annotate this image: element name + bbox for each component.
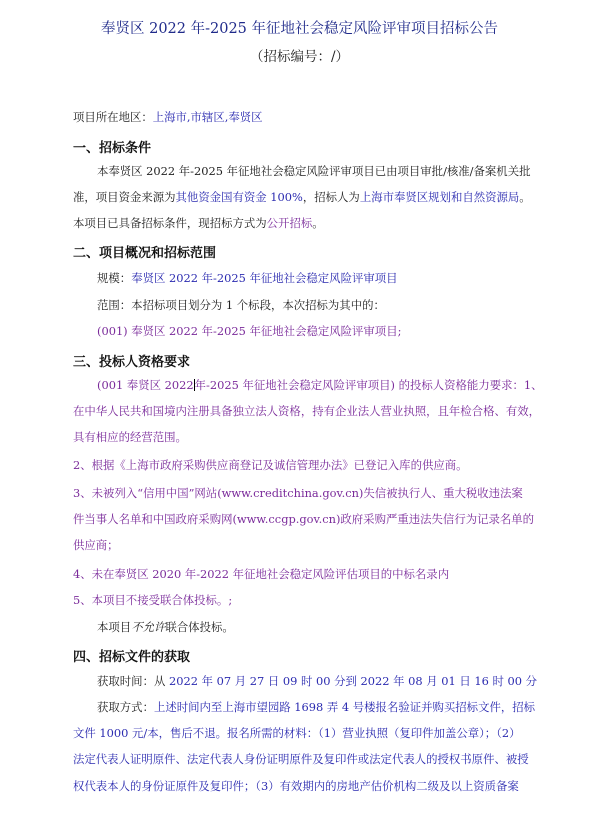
range-line: 范围：本招标项目划分为 1 个标段，本次招标为其中的： xyxy=(97,298,385,312)
text: 联合体投标。 xyxy=(165,620,234,634)
tender-method: 公开招标 xyxy=(266,216,313,230)
scale-value: 奉贤区 2022 年-2025 年征地社会稳定风险评审项目 xyxy=(131,271,398,285)
qualification-line-5: 3、未被列入“信用中国”网站(www.creditchina.gov.cn)失信被执行人、重大税收违法案 xyxy=(73,486,523,500)
text: (001 奉贤区 2022 xyxy=(97,378,194,392)
qualification-line-9: 5、本项目不接受联合体投标。; xyxy=(73,593,233,607)
acquire-method-line-1 xyxy=(97,700,535,714)
location-label: 项目所在地区： xyxy=(73,110,153,124)
qualification-line-6: 件当事人名单和中国政府采购网(www.ccgp.gov.cn)政府采购严重违法失信行为记录名单的 xyxy=(73,512,535,526)
section-heading-conditions: 一、招标条件 xyxy=(73,141,152,156)
conditions-line-1: 本奉贤区 2022 年-2025 年征地社会稳定风险评审项目已由项目审批/核准/备案机关批 xyxy=(97,164,531,178)
scale-line xyxy=(97,271,398,285)
consortium-value: 不允许 xyxy=(131,620,166,634)
consortium-line xyxy=(97,620,234,634)
section-heading-documents: 四、招标文件的获取 xyxy=(73,650,191,665)
qualification-line-7: 供应商； xyxy=(73,538,119,552)
text: ，招标人为 xyxy=(302,190,360,204)
acquire-time-value: 2022 年 07 月 27 日 09 时 00 分到 2022 年 08 月 01 日 16 时 00 分 xyxy=(165,674,538,688)
conditions-line-2 xyxy=(73,190,531,204)
scale-label: 规模： xyxy=(97,271,132,285)
acquire-method-line-2: 文件 1000 元/本，售后不退。报名所需的材料：（1）营业执照（复印件加盖公章）；（2） xyxy=(73,726,521,740)
qualification-line-2: 在中华人民共和国境内注册具备独立法人资格，持有企业法人营业执照，且年检合格、有效， xyxy=(73,404,541,418)
acquire-time-line xyxy=(97,674,537,688)
conditions-line-3 xyxy=(73,216,324,230)
text: 。 xyxy=(312,216,324,230)
text: 本项目已具备招标条件，现招标方式为 xyxy=(73,216,267,230)
qualification-line-3: 具有相应的经营范围。 xyxy=(73,430,187,444)
qualification-line-4: 2、根据《上海市政府采购供应商登记及诚信管理办法》已登记入库的供应商。 xyxy=(73,458,468,472)
section-heading-overview: 二、项目概况和招标范围 xyxy=(73,246,217,261)
lot-line: (001) 奉贤区 2022 年-2025 年征地社会稳定风险评审项目; xyxy=(97,324,402,338)
text: 本项目 xyxy=(97,620,132,634)
qualification-line-1 xyxy=(97,378,543,392)
page-title: 奉贤区 2022 年-2025 年征地社会稳定风险评审项目招标公告 xyxy=(100,21,499,37)
text: 获取时间：从 xyxy=(97,674,166,688)
text: 上述时间内至上海市望园路 1698 弄 4 号楼报名验证并购买招标文件，招标 xyxy=(153,700,536,714)
acquire-method-line-4: 权代表本人的身份证原件及复印件；（3）有效期内的房地产估价机构二级及以上资质备案 xyxy=(73,779,519,793)
text: 年-2025 年征地社会稳定风险评审项目) 的投标人资格能力要求：1、 xyxy=(194,378,543,392)
text: 。 xyxy=(519,190,531,204)
text: 准，项目资金来源为 xyxy=(73,190,176,204)
tenderer-name: 上海市奉贤区规划和自然资源局 xyxy=(359,190,520,204)
funding-source: 其他资金国有资金 100% xyxy=(175,190,303,204)
acquire-method-line-3: 法定代表人证明原件、法定代表人身份证明原件及复印件或法定代表人的授权书原件、被授 xyxy=(73,752,529,766)
location-line xyxy=(73,110,263,124)
qualification-line-8: 4、未在奉贤区 2020 年-2022 年征地社会稳定风险评估项目的中标名录内 xyxy=(73,567,450,581)
text: 获取方式： xyxy=(97,700,154,714)
tender-number: （招标编号：/） xyxy=(249,49,350,65)
location-value: 上海市,市辖区,奉贤区 xyxy=(152,110,263,124)
section-heading-qualification: 三、投标人资格要求 xyxy=(73,355,191,370)
